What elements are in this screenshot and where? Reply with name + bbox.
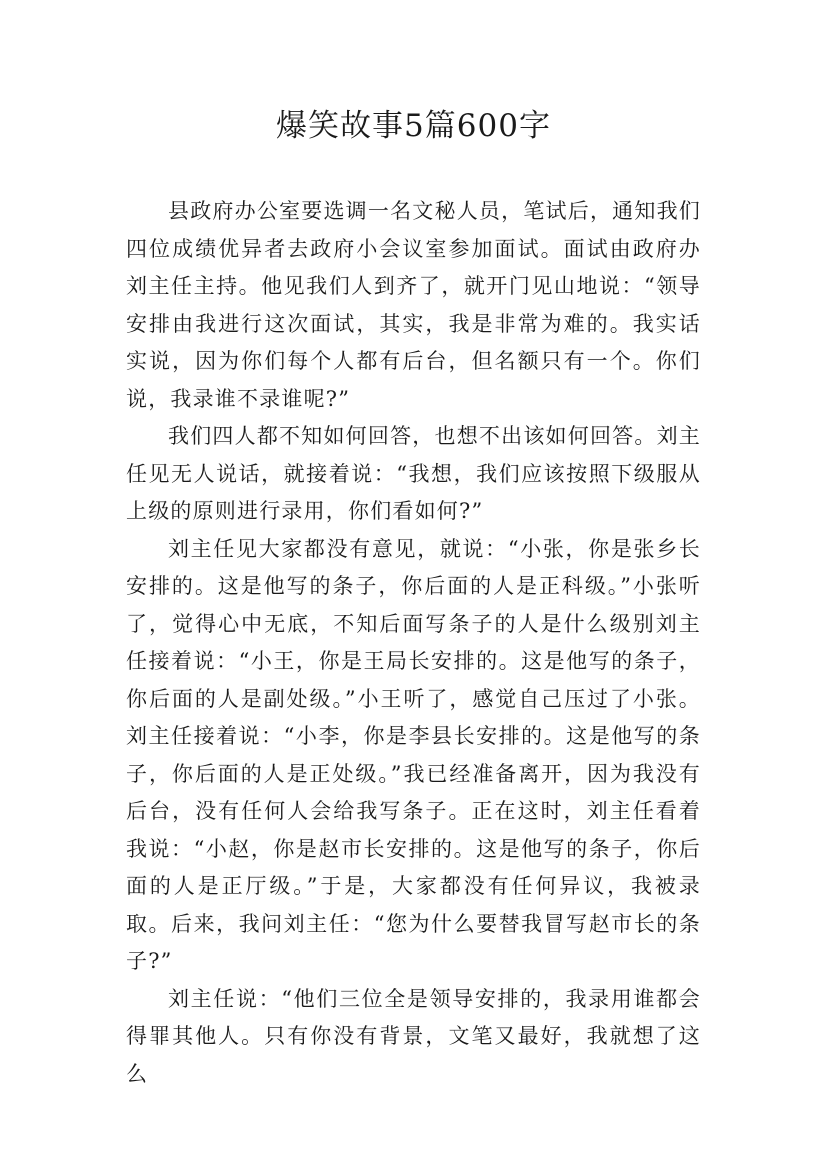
document-body	[126, 193, 701, 1093]
paragraph-2: 我们四人都不知如何回答，也想不出该如何回答。刘主任见无人说话，就接着说：“我想，我们应该按照下级服从上级的原则进行录用，你们看如何?”	[126, 424, 701, 523]
paragraph-4: 刘主任说：“他们三位全是领导安排的，我录用谁都会得罪其他人。只有你没有背景，文笔又最好，我就想了这么	[126, 986, 701, 1086]
paragraph-3: 刘主任见大家都没有意见，就说：“小张，你是张乡长安排的。这是他写的条子，你后面的人是正科级。”小张听了，觉得心中无底，不知后面写条子的人是什么级别刘主任接着说：“小王，你是王局长安排的。这是他写的条子，你后面的人是副处级。”小王听了，感觉自己压过了小张。刘主任接着说：“小李，你是李县长安排的。这是他写的条子，你后面的人是正处级。”我已经准备离开，因为我没有后台，没有任何人会给我写条子。正在这时，刘主任看着我说：“小赵，你是赵市长安排的。这是他写的条子，你后面的人是正厅级。”于是，大家都没有任何异议，我被录取。后来，我问刘主任：“您为什么要替我冒写赵市长的条子?”	[126, 536, 701, 973]
paragraph-1: 县政府办公室要选调一名文秘人员，笔试后，通知我们四位成绩优异者去政府小会议室参加面试。面试由政府办刘主任主持。他见我们人到齐了，就开门见山地说：“领导安排由我进行这次面试，其实，我是非常为难的。我实话实说，因为你们每个人都有后台，但名额只有一个。你们说，我录谁不录谁呢?”	[126, 199, 701, 411]
document-title: 爆笑故事5篇600字	[276, 108, 551, 144]
